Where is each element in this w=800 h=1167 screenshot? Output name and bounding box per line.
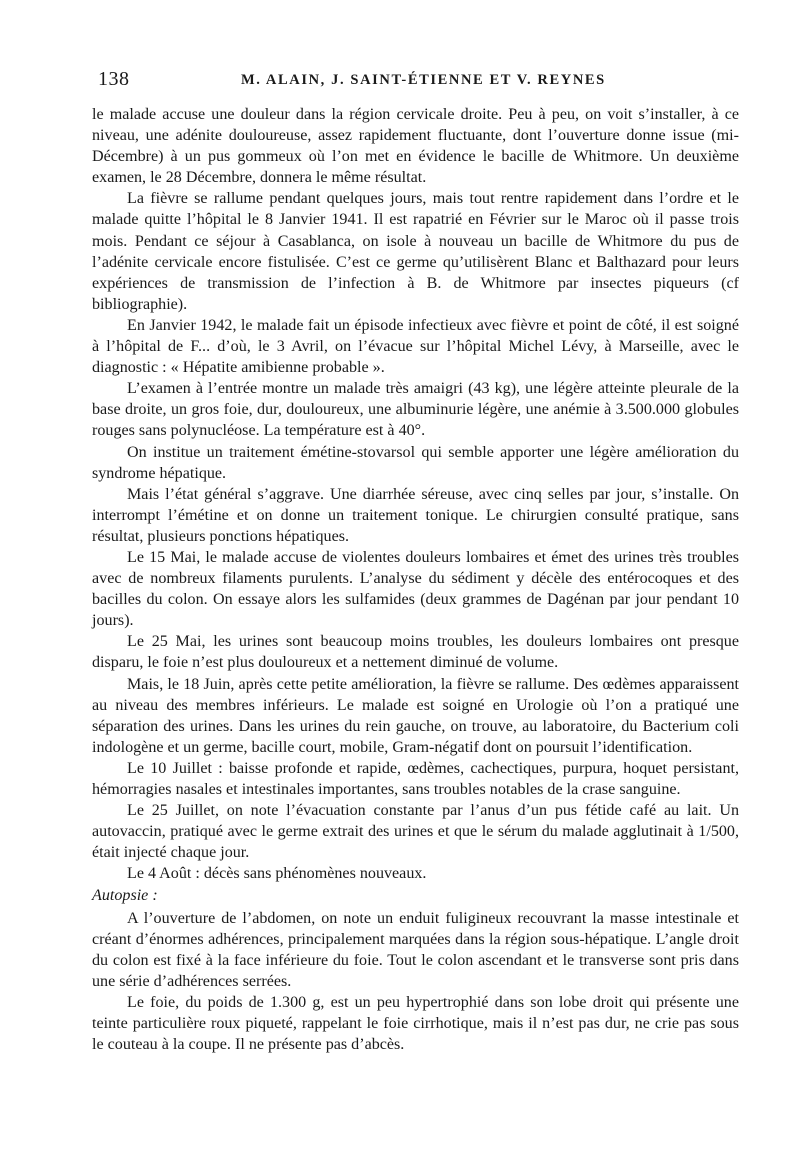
body-text bbox=[92, 104, 739, 1055]
paragraph: Le 25 Mai, les urines sont beaucoup moins troubles, les douleurs lombaires ont presque disparu, le foie n’est plus douloureux et a nettement diminué de volume. bbox=[92, 633, 739, 672]
paragraph: La fièvre se rallume pendant quelques jours, mais tout rentre rapidement dans l’ordre et le malade quitte l’hôpital le 8 Janvier 1941. Il est rapatrié en Février sur le Maroc où il passe trois mois. Pendant ce séjour à Casablanca, on isole à nouveau un bacille de Whitmore du pus de l’adénite cervicale encore fistulisée. C’est ce germe qu’utilisèrent Blanc et Balthazard pour leurs expériences de transmission de l’infection à B. de Whitmore par insectes piqueurs (cf bibliographie). bbox=[92, 190, 739, 313]
paragraph: L’examen à l’entrée montre un malade très amaigri (43 kg), une légère atteinte pleurale de la base droite, un gros foie, dur, douloureux, une albuminurie légère, une anémie à 3.500.000 globules rouges sans polynucléose. La température est à 40°. bbox=[92, 380, 739, 440]
running-head: M. ALAIN, J. SAINT-ÉTIENNE ET V. REYNES bbox=[241, 72, 606, 88]
page-header bbox=[98, 68, 738, 92]
paragraph: Le 25 Juillet, on note l’évacuation constante par l’anus d’un pus fétide café au lait. Un autovaccin, pratiqué avec le germe extrait des urines et que le sérum du malade agglutinait à 1/500, était injecté chaque jour. bbox=[92, 802, 739, 862]
paragraph: Le 15 Mai, le malade accuse de violentes douleurs lombaires et émet des urines très troubles avec de nombreux filaments purulents. L’analyse du sédiment y décèle des entérocoques et des bacilles du colon. On essaye alors les sulfamides (deux grammes de Dagénan par jour pendant 10 jours). bbox=[92, 548, 739, 630]
paragraph: Le 10 Juillet : baisse profonde et rapide, œdèmes, cachectiques, purpura, hoquet persistant, hémorragies nasales et intestinales importantes, sans troubles notables de la crase sanguine. bbox=[92, 759, 739, 798]
paragraph: On institue un traitement émétine-stovarsol qui semble apporter une légère amélioration du syndrome hépatique. bbox=[92, 443, 739, 482]
paragraph: A l’ouverture de l’abdomen, on note un enduit fuligineux recouvrant la masse intestinale et créant d’énormes adhérences, principalement marquées dans la région sous-hépatique. L’angle droit du colon est fixé à la face inférieure du foie. Tout le colon ascendant et le transverse sont pris dans une série d’adhérences serrées. bbox=[92, 909, 739, 990]
paragraph: le malade accuse une douleur dans la région cervicale droite. Peu à peu, on voit s’installer, à ce niveau, une adénite douloureuse, assez rapidement fluctuante, dont l’ouverture donne issue (mi-Décembre) à un pus gommeux où l’on met en évidence le bacille de Whitmore. Un deuxième examen, le 28 Décembre, donnera le même résultat. bbox=[92, 106, 739, 187]
paragraph: Le foie, du poids de 1.300 g, est un peu hypertrophié dans son lobe droit qui présente une teinte particulière roux piqueté, rappelant le foie cirrhotique, mais il n’est pas dur, ne crie pas sous le couteau à la coupe. Il ne présente pas d’abcès. bbox=[92, 993, 739, 1054]
autopsy-heading: Autopsie : bbox=[92, 887, 158, 905]
paragraph: Le 4 Août : décès sans phénomènes nouveaux. bbox=[127, 865, 427, 883]
paragraph: En Janvier 1942, le malade fait un épisode infectieux avec fièvre et point de côté, il est soigné à l’hôpital de F... d’où, le 3 Avril, on l’évacue sur l’hôpital Michel Lévy, à Marseille, avec le diagnostic : « Hépatite amibienne probable ». bbox=[92, 316, 739, 377]
page-number: 138 bbox=[98, 68, 130, 90]
paragraph: Mais l’état général s’aggrave. Une diarrhée séreuse, avec cinq selles par jour, s’installe. On interrompt l’émétine et on donne un traitement tonique. Le chirurgien consulté pratique, sans résultat, plusieurs ponctions hépatiques. bbox=[92, 485, 739, 545]
paragraph: Mais, le 18 Juin, après cette petite amélioration, la fièvre se rallume. Des œdèmes apparaissent au niveau des membres inférieurs. Le malade est soigné en Urologie où l’on a pratiqué une séparation des urines. Dans les urines du rein gauche, on trouve, au laboratoire, du Bacterium coli indologène et un germe, bacille court, mobile, Gram-négatif dont on poursuit l’identification. bbox=[92, 675, 739, 756]
